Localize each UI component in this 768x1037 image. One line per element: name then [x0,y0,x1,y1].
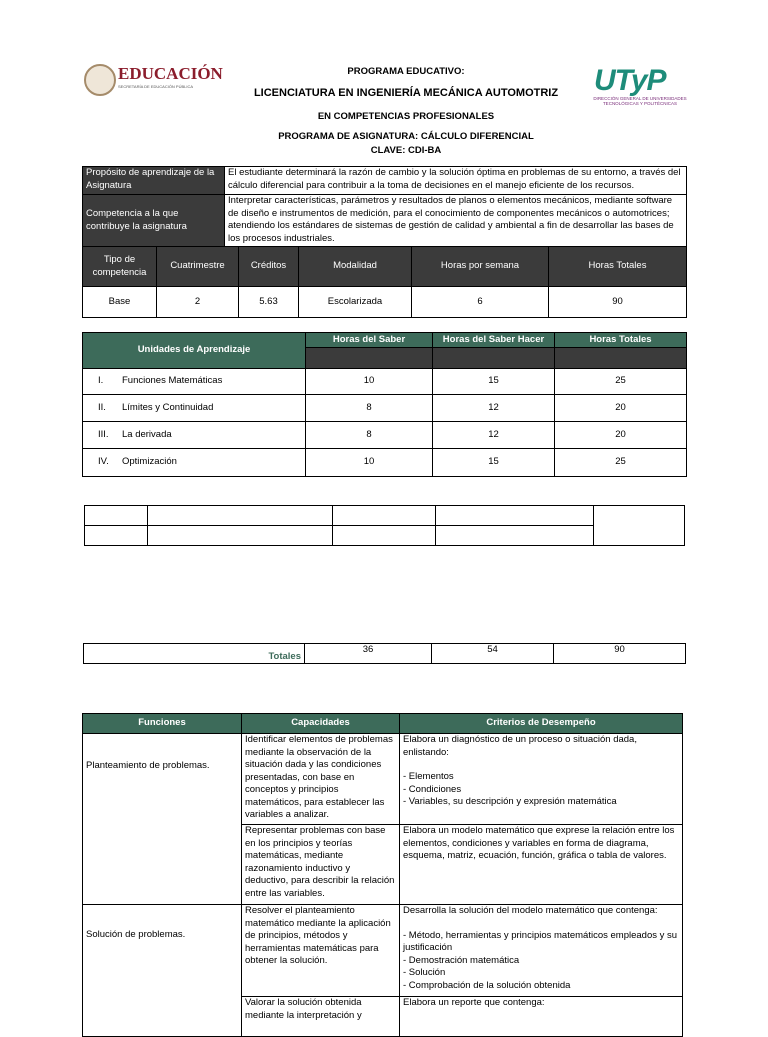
empty-cell [333,506,436,526]
unit-name: Límites y Continuidad [122,401,214,413]
header-degree: LICENCIATURA EN INGENIERÍA MECÁNICA AUTOMOTRIZ [253,87,559,99]
info-header-credits: Créditos [239,247,299,287]
unit-hacer: 15 [433,449,555,477]
info-table [82,246,687,318]
unit-saber: 8 [306,395,433,422]
info-total-hours: 90 [549,287,687,318]
empty-cell [85,526,148,546]
utyp-logo [592,66,688,112]
units-header-total: Horas Totales [555,333,687,348]
criteria-3-item: - Comprobación de la solución obtenida [403,979,571,991]
utyp-logo-text: UTyP [594,64,666,97]
capacities-header: Capacidades [242,714,400,734]
header-subject: PROGRAMA DE ASIGNATURA: CÁLCULO DIFERENCIAL [278,131,534,142]
criteria-3-item: - Método, herramientas y principios matemáticos empleados y su justificación [403,929,678,953]
criteria-3-intro: Desarrolla la solución del modelo matemático que contenga: [403,905,658,916]
units-header-blank [433,348,555,369]
unit-saber: 10 [306,369,433,395]
unit-total: 20 [555,395,687,422]
criteria-1-item: - Elementos [403,771,454,782]
purpose-table [82,166,687,247]
units-header-saber: Horas del Saber [306,333,433,348]
unit-hacer: 12 [433,395,555,422]
unit-name: Funciones Matemáticas [122,375,223,387]
empty-cell [148,506,333,526]
criteria-3-item: - Solución [403,967,446,978]
criteria-1-item: - Condiciones [403,783,462,795]
capacity-1: Identificar elementos de problemas mediante la observación de la situación dada y las condiciones presentadas, con base en conceptos y principios matemáticos, para establecer las variables a analizar. [242,734,400,825]
unit-hacer: 15 [433,369,555,395]
logo-text: EDUCACIÓN [118,64,223,83]
info-header-weekly-hours: Horas por semana [412,247,549,287]
unit-saber: 10 [306,449,433,477]
unit-saber: 8 [306,422,433,449]
info-type: Base [83,287,157,318]
units-header-hacer: Horas del Saber Hacer [433,333,555,348]
criteria-1 [400,734,683,825]
units-header-blank [555,348,687,369]
unit-hacer: 12 [433,422,555,449]
units-title: Unidades de Aprendizaje [83,333,306,369]
table-row [83,369,687,395]
functions-header: Funciones [83,714,242,734]
info-term: 2 [157,287,239,318]
sep-logo [84,62,234,98]
function-planteamiento: Planteamiento de problemas. [83,734,242,905]
criteria-1-item: - Variables, su descripción y expresión matemática [403,796,617,807]
table-row [83,449,687,477]
capacity-2: Representar problemas con base en los principios y teorías matemáticas, mediante razonamiento inductivo y deductivo, para describir la relación entre las variables. [242,825,400,905]
utyp-logo-subtext: DIRECCIÓN GENERAL DE UNIVERSIDADES TECNOLÓGICAS Y POLITÉCNICAS [593,96,687,106]
totals-label: Totales [84,644,305,664]
shield-icon [84,64,116,96]
logo-subtext: SECRETARÍA DE EDUCACIÓN PÚBLICA [118,84,194,89]
empty-cell [594,506,685,546]
header-competencies: EN COMPETENCIAS PROFESIONALES [317,111,495,122]
competence-text: Interpretar características, parámetros y resultados de planos o elementos mecánicos, mediante software de diseño e instrumentos de medición, para el conocimiento de componentes mecánicos o automotrices; atendiendo los estándares de sistemas de gestión de calidad y ambiental a fin de desarrollar las bases de los procesos industriales. [225,195,687,247]
function-solucion: Solución de problemas. [83,905,242,1037]
info-credits: 5.63 [239,287,299,318]
unit-name: Optimización [122,456,177,468]
criteria-header: Criterios de Desempeño [400,714,683,734]
unit-name-cell [83,422,306,449]
empty-cell [333,526,436,546]
info-header-total-hours: Horas Totales [549,247,687,287]
criteria-4: Elabora un reporte que contenga: [400,997,683,1037]
functions-table [82,713,683,1037]
units-table [82,332,687,477]
empty-cell [436,506,594,526]
unit-name-cell [83,395,306,422]
empty-table [84,505,685,546]
capacity-4: Valorar la solución obtenida mediante la interpretación y [242,997,400,1037]
unit-number: IV. [98,456,109,468]
competence-label: Competencia a la que contribuye la asignatura [83,195,225,247]
header-code: CLAVE: CDI-BA [370,145,442,156]
empty-cell [148,526,333,546]
unit-total: 25 [555,369,687,395]
capacity-3: Resolver el planteamiento matemático mediante la aplicación de principios, métodos y herramientas matemáticas para obtener la solución. [242,905,400,997]
totals-hacer: 54 [432,644,554,664]
totals-saber: 36 [305,644,432,664]
totals-table [83,643,686,664]
unit-name-cell [83,449,306,477]
units-header-blank [306,348,433,369]
purpose-label: Propósito de aprendizaje de la Asignatura [83,167,225,195]
info-header-term: Cuatrimestre [157,247,239,287]
unit-name: La derivada [122,428,172,440]
criteria-1-intro: Elabora un diagnóstico de un proceso o situación dada, enlistando: [403,734,637,758]
unit-number: III. [98,428,109,440]
criteria-3-item: - Demostración matemática [403,954,520,966]
empty-cell [85,506,148,526]
purpose-text: El estudiante determinará la razón de cambio y la solución óptima en problemas de su entorno, a través del cálculo diferencial para contribuir a la toma de decisiones en el manejo eficiente de los recursos. [225,167,687,195]
unit-total: 20 [555,422,687,449]
unit-number: II. [98,401,106,413]
table-row [83,395,687,422]
criteria-3 [400,905,683,997]
table-row [83,422,687,449]
unit-number: I. [98,375,104,387]
unit-total: 25 [555,449,687,477]
unit-name-cell [83,369,306,395]
criteria-2: Elabora un modelo matemático que exprese la relación entre los elementos, condiciones y variables en forma de diagrama, esquema, matriz, ecuación, función, gráfica o tabla de valores. [400,825,683,905]
info-weekly-hours: 6 [412,287,549,318]
header-program: PROGRAMA EDUCATIVO: [347,66,465,77]
totals-total: 90 [554,644,686,664]
info-mode: Escolarizada [299,287,412,318]
info-header-type: Tipo de competencia [83,247,157,287]
empty-cell [436,526,594,546]
info-header-mode: Modalidad [299,247,412,287]
